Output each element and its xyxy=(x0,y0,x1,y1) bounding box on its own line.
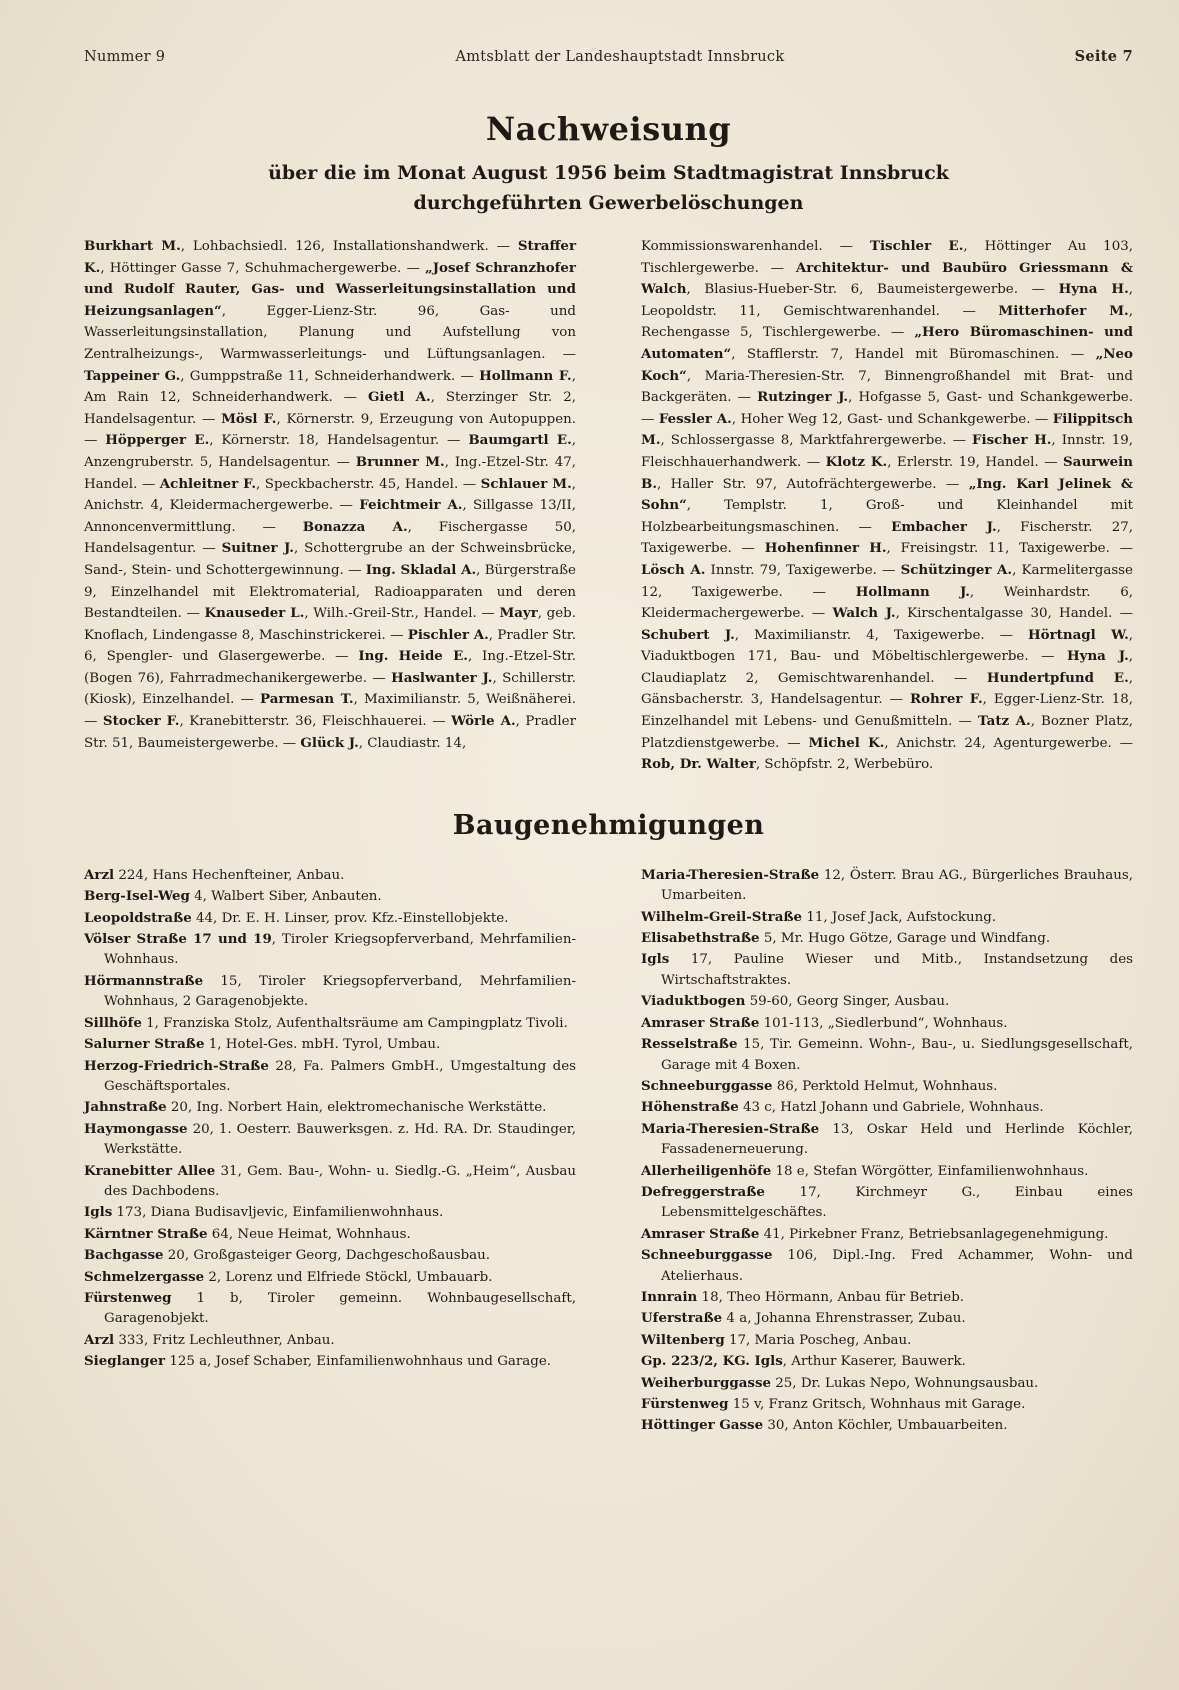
permit-street: Schneeburggasse xyxy=(641,1247,773,1264)
deletion-entry-text: , Hofgasse 5, Gast- und Schankgewerbe. — xyxy=(641,390,1133,427)
deletion-entry-text: , Fischerstr. 27, Taxigewerbe. — xyxy=(641,519,1134,557)
deletion-entry-text: , Gumppstraße 11, Schneiderhandwerk. — xyxy=(180,368,480,384)
deletion-entry-name: Embacher J. xyxy=(891,518,997,535)
deletion-entry-text: , Schlossergasse 8, Marktfahrergewerbe. — xyxy=(660,433,973,449)
permit-entry xyxy=(84,1013,576,1034)
deletion-entry-text: , Freisingstr. 11, Taxigewerbe. — xyxy=(886,541,1134,557)
notice-title: Nachweisung xyxy=(485,110,732,148)
permit-entry xyxy=(641,1097,1133,1118)
deletion-entry-name: Hyna J. xyxy=(1067,648,1129,665)
permit-details: 1 b, Tiroler gemeinn. Wohnbaugesellschaft, Garagenobjekt. xyxy=(104,1290,576,1327)
permit-street: Viaduktbogen xyxy=(641,993,746,1010)
deletion-entry-name: Architektur- und Baubüro Griessmann & Walch xyxy=(641,259,1133,298)
deletion-entry-text: , Viaduktbogen 171, Bau- und Möbeltischlergewerbe. — xyxy=(641,627,1133,665)
permit-details: 173, Diana Budisavljevic, Einfamilienwohnhaus. xyxy=(112,1205,444,1221)
deletion-entry-name: Suitner J. xyxy=(221,540,294,557)
permit-details: 1, Hotel-Ges. mbH. Tyrol, Umbau. xyxy=(204,1037,441,1053)
deletion-entry-name: „Josef Schranzhofer und Rudolf Rauter, Gas- und Wasserleitungsinstallation und Heizungsanlagen“ xyxy=(84,259,576,319)
notice-left-column xyxy=(84,236,576,776)
deletion-entry-name: Schubert J. xyxy=(641,626,735,643)
permit-entry xyxy=(84,1119,576,1161)
permit-details: 43 c, Hatzl Johann und Gabriele, Wohnhaus. xyxy=(738,1100,1044,1116)
deletion-entry-name: Pischler A. xyxy=(407,626,489,643)
permits-title: Baugenehmigungen xyxy=(452,809,765,841)
permit-entry xyxy=(84,1351,576,1372)
deletion-entry-text: , Haller Str. 97, Autofrächtergewerbe. — xyxy=(656,476,969,492)
deletion-entry-name: Glück J. xyxy=(300,734,359,751)
deletion-entry-text: , Maximilianstr. 5, Weißnäherei. — xyxy=(84,692,576,730)
permit-details: 20, Ing. Norbert Hain, elektromechanische Werkstätte. xyxy=(166,1100,547,1116)
permit-details: 17, Maria Poscheg, Anbau. xyxy=(724,1332,912,1348)
permit-street: Wilhelm-Greil-Straße xyxy=(641,908,803,925)
permit-entry xyxy=(641,928,1133,949)
notice-subtitle xyxy=(84,158,1133,218)
deletion-entry-name: Fischer H. xyxy=(972,432,1052,449)
permit-street: Allerheiligenhöfe xyxy=(641,1162,772,1179)
deletion-entry-text: , Am Rain 12, Schneiderhandwerk. — xyxy=(84,368,576,406)
deletion-entry-name: Mösl F. xyxy=(221,410,277,427)
permit-entry xyxy=(84,1267,576,1288)
permit-entry xyxy=(641,949,1133,991)
deletion-entry-text: , Anichstr. 4, Kleidermachergewerbe. — xyxy=(84,476,576,514)
deletion-entry-text: , Schottergrube an der Schweinsbrücke, Sand-, Stein- und Schottergewinnung. — xyxy=(84,541,577,578)
deletion-entry-text: , Blasius-Hueber-Str. 6, Baumeistergewerbe. — xyxy=(686,282,1059,298)
deletion-entry-text: , Claudiastr. 14, xyxy=(358,735,467,751)
permit-entry xyxy=(641,1224,1133,1245)
permit-street: Uferstraße xyxy=(641,1310,723,1327)
deletion-entry-name: Stocker F. xyxy=(102,713,180,730)
issue-number: Nummer 9 xyxy=(84,49,166,65)
permit-details: 5, Mr. Hugo Götze, Garage und Windfang. xyxy=(759,931,1051,947)
permit-entry xyxy=(84,1161,576,1203)
permit-details: 17, Pauline Wieser und Mitb., Instandsetzung des Wirtschaftstraktes. xyxy=(661,952,1133,988)
permit-details: 11, Josef Jack, Aufstockung. xyxy=(802,909,997,925)
deletion-entry-name: Hundertpfund E. xyxy=(986,669,1129,686)
deletion-entry-name: Tatz A. xyxy=(978,713,1031,730)
deletion-entry-name: Mitterhofer M. xyxy=(998,302,1129,319)
permit-details: 20, Großgasteiger Georg, Dachgeschoßausbau. xyxy=(163,1248,491,1264)
permit-details: 44, Dr. E. H. Linser, prov. Kfz.-Einstellobjekte. xyxy=(191,910,509,926)
permit-street: Berg-Isel-Weg xyxy=(84,888,190,905)
permit-entry xyxy=(84,865,576,886)
deletion-entry-text: , Wilh.-Greil-Str., Handel. — xyxy=(304,606,500,622)
deletion-entry-name: Bonazza A. xyxy=(302,518,408,535)
deletion-entry-text: , Bürgerstraße 9, Einzelhandel mit Elektromaterial, Radioapparaten und deren Bestandteilen. — xyxy=(84,562,576,622)
deletion-entry-text: , Körnerstr. 18, Handelsagentur. — xyxy=(209,433,469,449)
permit-street: Igls xyxy=(641,951,670,968)
deletion-entry-name: Mayr xyxy=(499,605,538,622)
deletion-entry-name: Hollmann J. xyxy=(855,583,970,600)
permit-details: 18, Theo Hörmann, Anbau für Betrieb. xyxy=(697,1289,965,1305)
permit-details: 86, Perktold Helmut, Wohnhaus. xyxy=(772,1078,998,1094)
permit-entry xyxy=(84,1224,576,1245)
permits-left-column xyxy=(84,865,576,1437)
permit-entry xyxy=(641,1182,1133,1224)
permit-street: Fürstenweg xyxy=(641,1396,729,1412)
permit-details: , Tiroler Kriegsopferverband, Mehrfamilien-Wohnhaus. xyxy=(104,932,576,968)
deletion-entry-text: , geb. Knoflach, Lindengasse 8, Maschinstrickerei. — xyxy=(84,606,576,643)
permit-street: Höhenstraße xyxy=(641,1099,739,1116)
deletion-entry-name: Ing. Heide E. xyxy=(358,648,468,665)
deletion-entry-text: , Pradler Str. 51, Baumeistergewerbe. — xyxy=(84,714,576,751)
permit-entry xyxy=(641,1373,1133,1394)
permit-entry xyxy=(84,971,576,1013)
deletion-entry-name: Knauseder L. xyxy=(204,605,305,622)
permit-details: 17, Kirchmeyr G., Einbau eines Lebensmittelgeschäftes. xyxy=(661,1184,1133,1221)
permit-details: 1, Franziska Stolz, Aufenthaltsräume am Campingplatz Tivoli. xyxy=(141,1015,568,1031)
permit-street: Sillhöfe xyxy=(84,1014,142,1031)
deletion-entry-text: , Kirschentalgasse 30, Handel. — xyxy=(895,606,1133,622)
permit-details: 333, Fritz Lechleuthner, Anbau. xyxy=(114,1332,335,1348)
deletion-entry-text: Kommissionswarenhandel. — xyxy=(641,239,870,254)
deletion-entry-name: Schlauer M. xyxy=(480,475,572,492)
deletion-entry-text: , Hoher Weg 12, Gast- und Schankgewerbe. — xyxy=(731,411,1053,427)
deletion-entry-text: , Fischergasse 50, Handelsagentur. — xyxy=(84,519,576,557)
deletion-entry-name: Rob, Dr. Walter xyxy=(641,756,756,773)
deletion-entry-name: Walch J. xyxy=(832,605,896,622)
permits-right-column xyxy=(641,865,1133,1437)
permit-street: Resselstraße xyxy=(641,1036,738,1053)
permit-entry xyxy=(84,1034,576,1055)
permit-details: 41, Pirkebner Franz, Betriebsanlagegenehmigung. xyxy=(759,1226,1109,1242)
permit-entry xyxy=(84,929,576,971)
deletion-entry-name: Höpperger E. xyxy=(105,432,210,449)
deletion-entry-name: Tischler E. xyxy=(869,238,964,254)
deletion-entry-name: Saurwein B. xyxy=(641,453,1133,492)
deletion-entry-name: Filippitsch M. xyxy=(641,410,1133,449)
deletion-entry-name: Hyna H. xyxy=(1058,281,1129,298)
deletion-entry-text: , Karmelitergasse 12, Taxigewerbe. — xyxy=(641,562,1133,600)
permit-details: 28, Fa. Palmers GmbH., Umgestaltung des Geschäftsportales. xyxy=(104,1058,576,1094)
deletion-entry-text: , Ing.-Etzel-Str. 47, Handel. — xyxy=(84,454,576,492)
permit-entry xyxy=(84,1330,576,1351)
permit-details: 4 a, Johanna Ehrenstrasser, Zubau. xyxy=(722,1311,966,1327)
permit-details: 30, Anton Köchler, Umbauarbeiten. xyxy=(763,1418,1008,1434)
deletion-entry-text: Innstr. 79, Taxigewerbe. — xyxy=(705,562,901,578)
deletion-entry-text: , Körnerstr. 9, Erzeugung von Autopuppen. — xyxy=(84,411,576,449)
permit-entry xyxy=(641,1330,1133,1351)
page-number: Seite 7 xyxy=(1074,48,1133,65)
permit-street: Schmelzergasse xyxy=(84,1268,205,1285)
deletion-entry-text: , Schöpfstr. 2, Werbebüro. xyxy=(755,757,934,773)
notice-subtitle-line-1: über die im Monat August 1956 beim Stadtmagistrat Innsbruck xyxy=(268,162,949,184)
permit-entry xyxy=(84,1202,576,1223)
permit-street: Hörmannstraße xyxy=(84,972,204,989)
deletion-entry-name: „Hero Büromaschinen- und Automaten“ xyxy=(641,324,1134,362)
deletion-entry-name: „Neo Koch“ xyxy=(641,345,1133,384)
permit-details: 18 e, Stefan Wörgötter, Einfamilienwohnhaus. xyxy=(771,1163,1089,1179)
permit-street: Amraser Straße xyxy=(641,1014,760,1031)
permit-entry xyxy=(641,1351,1133,1372)
permit-street: Haymongasse xyxy=(84,1120,188,1137)
deletion-entry-name: Fessler A. xyxy=(658,410,732,427)
deletion-entry-text: , Sillgasse 13/II, Annoncenvermittlung. — xyxy=(84,498,577,535)
permit-street: Leopoldstraße xyxy=(84,909,192,926)
permit-details: 106, Dipl.-Ing. Fred Achammer, Wohn- und Atelierhaus. xyxy=(661,1248,1133,1284)
permit-street: Weiherburggasse xyxy=(641,1374,772,1391)
permit-details: 224, Hans Hechenfteiner, Anbau. xyxy=(114,867,345,883)
deletion-entry-name: Hollmann F. xyxy=(479,367,572,384)
deletion-entry-name: Schützinger A. xyxy=(900,561,1013,578)
permit-street: Völser Straße 17 und 19 xyxy=(84,931,272,948)
deletion-entry-name: Tappeiner G. xyxy=(84,367,181,384)
deletion-entry-name: Michel K. xyxy=(808,734,885,751)
permit-entry xyxy=(84,1245,576,1266)
permit-entry xyxy=(641,865,1133,907)
permit-street: Sieglanger xyxy=(84,1353,166,1370)
permit-details: 2, Lorenz und Elfriede Stöckl, Umbauarb. xyxy=(204,1269,493,1285)
permit-entry xyxy=(641,1013,1133,1034)
permit-entry xyxy=(84,908,576,929)
permit-details: 25, Dr. Lukas Nepo, Wohnungsausbau. xyxy=(771,1375,1039,1391)
publication-title: Amtsblatt der Landeshauptstadt Innsbruck xyxy=(455,49,785,65)
permit-entry xyxy=(84,1097,576,1118)
deletion-entry-text: , Sterzinger Str. 2, Handelsagentur. — xyxy=(84,390,576,427)
permit-details: 101-113, „Siedlerbund“, Wohnhaus. xyxy=(759,1015,1008,1031)
permit-details: 4, Walbert Siber, Anbauten. xyxy=(189,889,382,905)
permit-details: 64, Neue Heimat, Wohnhaus. xyxy=(207,1226,411,1242)
permit-entry xyxy=(84,1056,576,1098)
deletion-entry-name: Parmesan T. xyxy=(260,691,354,708)
permit-street: Schneeburggasse xyxy=(641,1077,773,1094)
deletion-entry-text: , Weinhardstr. 6, Kleidermachergewerbe. — xyxy=(641,584,1133,622)
permit-street: Höttinger Gasse xyxy=(641,1417,764,1434)
deletion-entry-text: , Stafflerstr. 7, Handel mit Büromaschinen. — xyxy=(731,346,1096,362)
permit-details: 125 a, Josef Schaber, Einfamilienwohnhaus und Garage. xyxy=(165,1354,552,1370)
deletion-entry-text: , Anzengruberstr. 5, Handelsagentur. — xyxy=(84,433,577,470)
deletion-entry-text: , Maria-Theresien-Str. 7, Binnengroßhandel mit Brat- und Backgeräten. — xyxy=(641,368,1133,406)
permit-entry xyxy=(641,1308,1133,1329)
permit-street: Gp. 223/2, KG. Igls xyxy=(641,1353,783,1370)
permit-details: , Arthur Kaserer, Bauwerk. xyxy=(782,1354,966,1370)
deletion-entry-text: , Kranebitterstr. 36, Fleischhauerei. — xyxy=(179,714,452,730)
deletion-entry-name: Achleitner F. xyxy=(159,475,257,492)
permit-street: Igls xyxy=(84,1204,113,1221)
deletion-entry-name: „Ing. Karl Jelinek & Sohn“ xyxy=(641,475,1133,514)
deletion-entry-text: , Speckbacherstr. 45, Handel. — xyxy=(256,476,481,492)
deletion-entry-text: , Pradler Str. 6, Spengler- und Glasergewerbe. — xyxy=(84,627,576,665)
deletion-entry-text: , Bozner Platz, Platzdienstgewerbe. — xyxy=(641,714,1133,751)
permit-entry xyxy=(641,1161,1133,1182)
deletion-entry-name: Hörtnagl W. xyxy=(1028,626,1129,643)
deletion-entry-name: Baumgartl E. xyxy=(468,432,572,449)
permit-details: 20, 1. Oesterr. Bauwerksgen. z. Hd. RA. Dr. Staudinger, Werkstätte. xyxy=(104,1121,576,1158)
permit-entry xyxy=(641,907,1133,928)
deletion-entry-name: Gietl A. xyxy=(367,389,431,406)
deletion-entry-text: , Höttinger Au 103, Tischlergewerbe. — xyxy=(641,239,1133,276)
permit-street: Jahnstraße xyxy=(84,1099,167,1116)
deletion-entry-text: , Claudiaplatz 2, Gemischtwarenhandel. — xyxy=(641,649,1133,686)
notice-subtitle-line-2: durchgeführten Gewerbelöschungen xyxy=(413,192,804,214)
permit-entry xyxy=(641,1245,1133,1287)
deletion-entry-text: , Maximilianstr. 4, Taxigewerbe. — xyxy=(734,627,1029,643)
deletion-entry-text: , Gänsbacherstr. 3, Handelsagentur. — xyxy=(641,670,1133,708)
permit-street: Innrain xyxy=(641,1288,698,1305)
permit-street: Wiltenberg xyxy=(641,1331,725,1348)
deletion-entry-name: Ing. Skladal A. xyxy=(365,561,477,578)
permit-entry xyxy=(641,1394,1133,1415)
permit-street: Salurner Straße xyxy=(84,1036,205,1053)
permit-street: Maria-Theresien-Straße xyxy=(641,1120,820,1137)
deletion-entry-text: , Ing.-Etzel-Str. (Bogen 76), Fahrradmechanikergewerbe. — xyxy=(84,649,577,686)
deletion-entry-text: , Egger-Lienz-Str. 96, Gas- und Wasserleitungsinstallation, Planung und Aufstellung von Zentralheizungs-, Warmwasserleitungs- und Lüftungsanlagen. — xyxy=(84,303,576,362)
deletion-entry-name: Straffer K. xyxy=(84,238,577,276)
permit-street: Herzog-Friedrich-Straße xyxy=(84,1057,269,1074)
permit-street: Kranebitter Allee xyxy=(84,1162,216,1179)
permit-entry xyxy=(641,1415,1133,1436)
deletion-entry-name: Rutzinger J. xyxy=(757,389,849,406)
permit-entry xyxy=(641,1119,1133,1161)
permit-entry xyxy=(84,1288,576,1330)
deletion-entry-name: Feichtmeir A. xyxy=(359,497,463,514)
permit-details: 15, Tir. Gemeinn. Wohn-, Bau-, u. Siedlungsgesellschaft, Garage mit 4 Boxen. xyxy=(661,1037,1133,1073)
permits-columns xyxy=(84,865,1133,1437)
deletion-entry-name: Wörle A. xyxy=(451,713,516,730)
deletion-entry-text: , Schillerstr. (Kiosk), Einzelhandel. — xyxy=(84,670,576,708)
permit-entry xyxy=(84,886,576,907)
permit-street: Elisabethstraße xyxy=(641,930,760,947)
notice-columns xyxy=(84,236,1133,776)
permit-street: Maria-Theresien-Straße xyxy=(641,866,820,883)
permit-details: 13, Oskar Held und Herlinde Köchler, Fassadenerneuerung. xyxy=(661,1121,1133,1158)
deletion-entry-name: Lösch A. xyxy=(641,561,706,578)
running-head xyxy=(84,48,1133,74)
deletion-entry-text: , Innstr. 19, Fleischhauerhandwerk. — xyxy=(641,433,1134,470)
permit-street: Amraser Straße xyxy=(641,1225,760,1242)
deletion-entry-text: , Egger-Lienz-Str. 18, Einzelhandel mit Lebens- und Genußmitteln. — xyxy=(641,692,1133,730)
deletion-entry-name: Haslwanter J. xyxy=(391,669,493,686)
permit-details: 15, Tiroler Kriegsopferverband, Mehrfamilien-Wohnhaus, 2 Garagenobjekte. xyxy=(104,973,576,1010)
permit-street: Bachgasse xyxy=(84,1247,164,1264)
permit-entry xyxy=(641,1287,1133,1308)
permit-street: Arzl xyxy=(84,1331,115,1348)
deletion-entry-name: Burkhart M. xyxy=(84,238,181,254)
deletion-entry-text: , Rechengasse 5, Tischlergewerbe. — xyxy=(641,303,1133,341)
permit-street: Defreggerstraße xyxy=(641,1183,765,1200)
permit-street: Kärntner Straße xyxy=(84,1225,208,1242)
deletion-entry-name: Hohenfinner H. xyxy=(764,540,887,557)
permit-entry xyxy=(641,1034,1133,1076)
deletion-entry-text: , Templstr. 1, Groß- und Kleinhandel mit Holzbearbeitungsmaschinen. — xyxy=(641,498,1133,535)
deletion-entry-text: , Höttinger Gasse 7, Schuhmachergewerbe. — xyxy=(100,260,425,276)
permit-details: 59-60, Georg Singer, Ausbau. xyxy=(745,994,950,1010)
deletion-entry-name: Brunner M. xyxy=(355,453,445,470)
deletion-entry-name: Rohrer F. xyxy=(909,691,983,708)
permit-street: Fürstenweg xyxy=(84,1289,172,1306)
permit-details: 12, Österr. Brau AG., Bürgerliches Brauhaus, Umarbeiten. xyxy=(661,867,1133,904)
permit-details: 31, Gem. Bau-, Wohn- u. Siedlg.-G. „Heim“, Ausbau des Dachbodens. xyxy=(104,1163,576,1199)
deletion-entry-text: , Leopoldstr. 11, Gemischtwarenhandel. — xyxy=(641,282,1134,319)
deletion-entry-text: , Anichstr. 24, Agenturgewerbe. — xyxy=(884,735,1134,751)
deletion-entry-name: Klotz K. xyxy=(825,453,888,470)
permit-entry xyxy=(641,1076,1133,1097)
deletion-entry-text: , Erlerstr. 19, Handel. — xyxy=(887,454,1063,470)
notice-right-column xyxy=(641,236,1133,776)
permit-entry xyxy=(641,991,1133,1012)
permit-details: 15 v, Franz Gritsch, Wohnhaus mit Garage. xyxy=(728,1397,1026,1412)
permit-street: Arzl xyxy=(84,866,115,883)
deletion-entry-text: , Lohbachsiedl. 126, Installationshandwerk. — xyxy=(180,239,518,254)
